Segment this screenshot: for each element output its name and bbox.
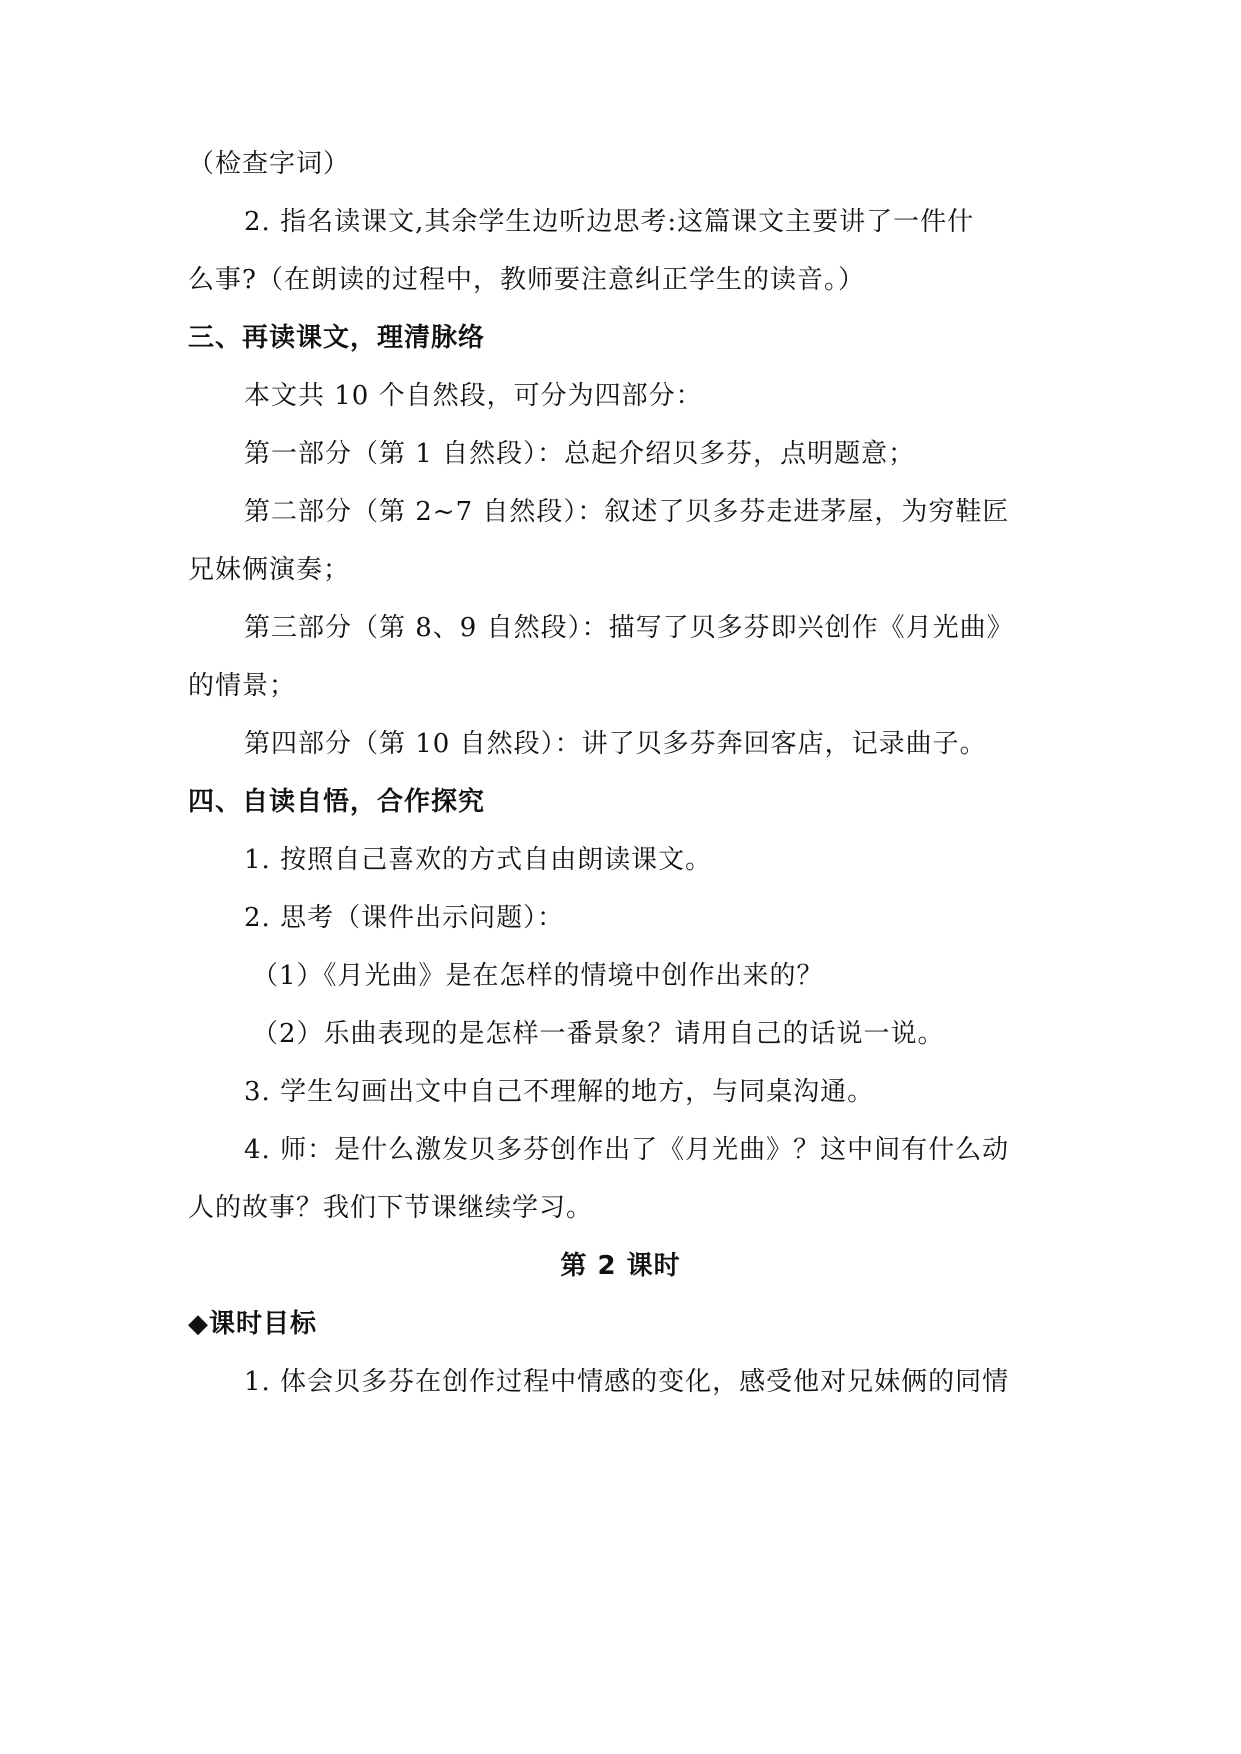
text-line: 么事?（在朗读的过程中，教师要注意纠正学生的读音。）: [188, 265, 865, 295]
text-line: 4. 师：是什么激发贝多芬创作出了《月光曲》？这中间有什么动: [244, 1135, 1010, 1165]
text-line: （检查字词）: [188, 149, 351, 179]
section-heading: 三、再读课文，理清脉络: [188, 323, 486, 353]
lesson-title: 第 2 课时: [560, 1251, 681, 1281]
text-line: 本文共 10 个自然段，可分为四部分：: [244, 381, 703, 411]
text-line: 第二部分（第 2~7 自然段）：叙述了贝多芬走进茅屋，为穷鞋匠: [244, 497, 1010, 527]
text-line: 2. 思考（课件出示问题）：: [244, 903, 565, 933]
text-line: 人的故事？我们下节课继续学习。: [188, 1193, 594, 1223]
text-line: 第四部分（第 10 自然段）：讲了贝多芬奔回客店，记录曲子。: [244, 729, 987, 759]
text-line: 3. 学生勾画出文中自己不理解的地方，与同桌沟通。: [244, 1077, 875, 1107]
text-line: 第三部分（第 8、9 自然段）：描写了贝多芬即兴创作《月光曲》: [244, 613, 1014, 643]
text-line: 1. 按照自己喜欢的方式自由朗读课文。: [244, 845, 713, 875]
question-line: （1）《月光曲》是在怎样的情境中创作出来的？: [252, 961, 824, 991]
text-line: 1. 体会贝多芬在创作过程中情感的变化，感受他对兄妹俩的同情: [244, 1367, 1010, 1397]
text-line: 兄妹俩演奏；: [188, 555, 351, 585]
text-line: 第一部分（第 1 自然段）：总起介绍贝多芬，点明题意；: [244, 439, 916, 469]
text-line: 2. 指名读课文,其余学生边听边思考:这篇课文主要讲了一件什: [244, 207, 975, 237]
objectives-heading: ◆课时目标: [188, 1309, 317, 1339]
section-heading: 四、自读自悟，合作探究: [188, 787, 486, 817]
text-line: 的情景；: [188, 671, 297, 701]
question-line: （2）乐曲表现的是怎样一番景象？请用自己的话说一说。: [252, 1019, 945, 1049]
